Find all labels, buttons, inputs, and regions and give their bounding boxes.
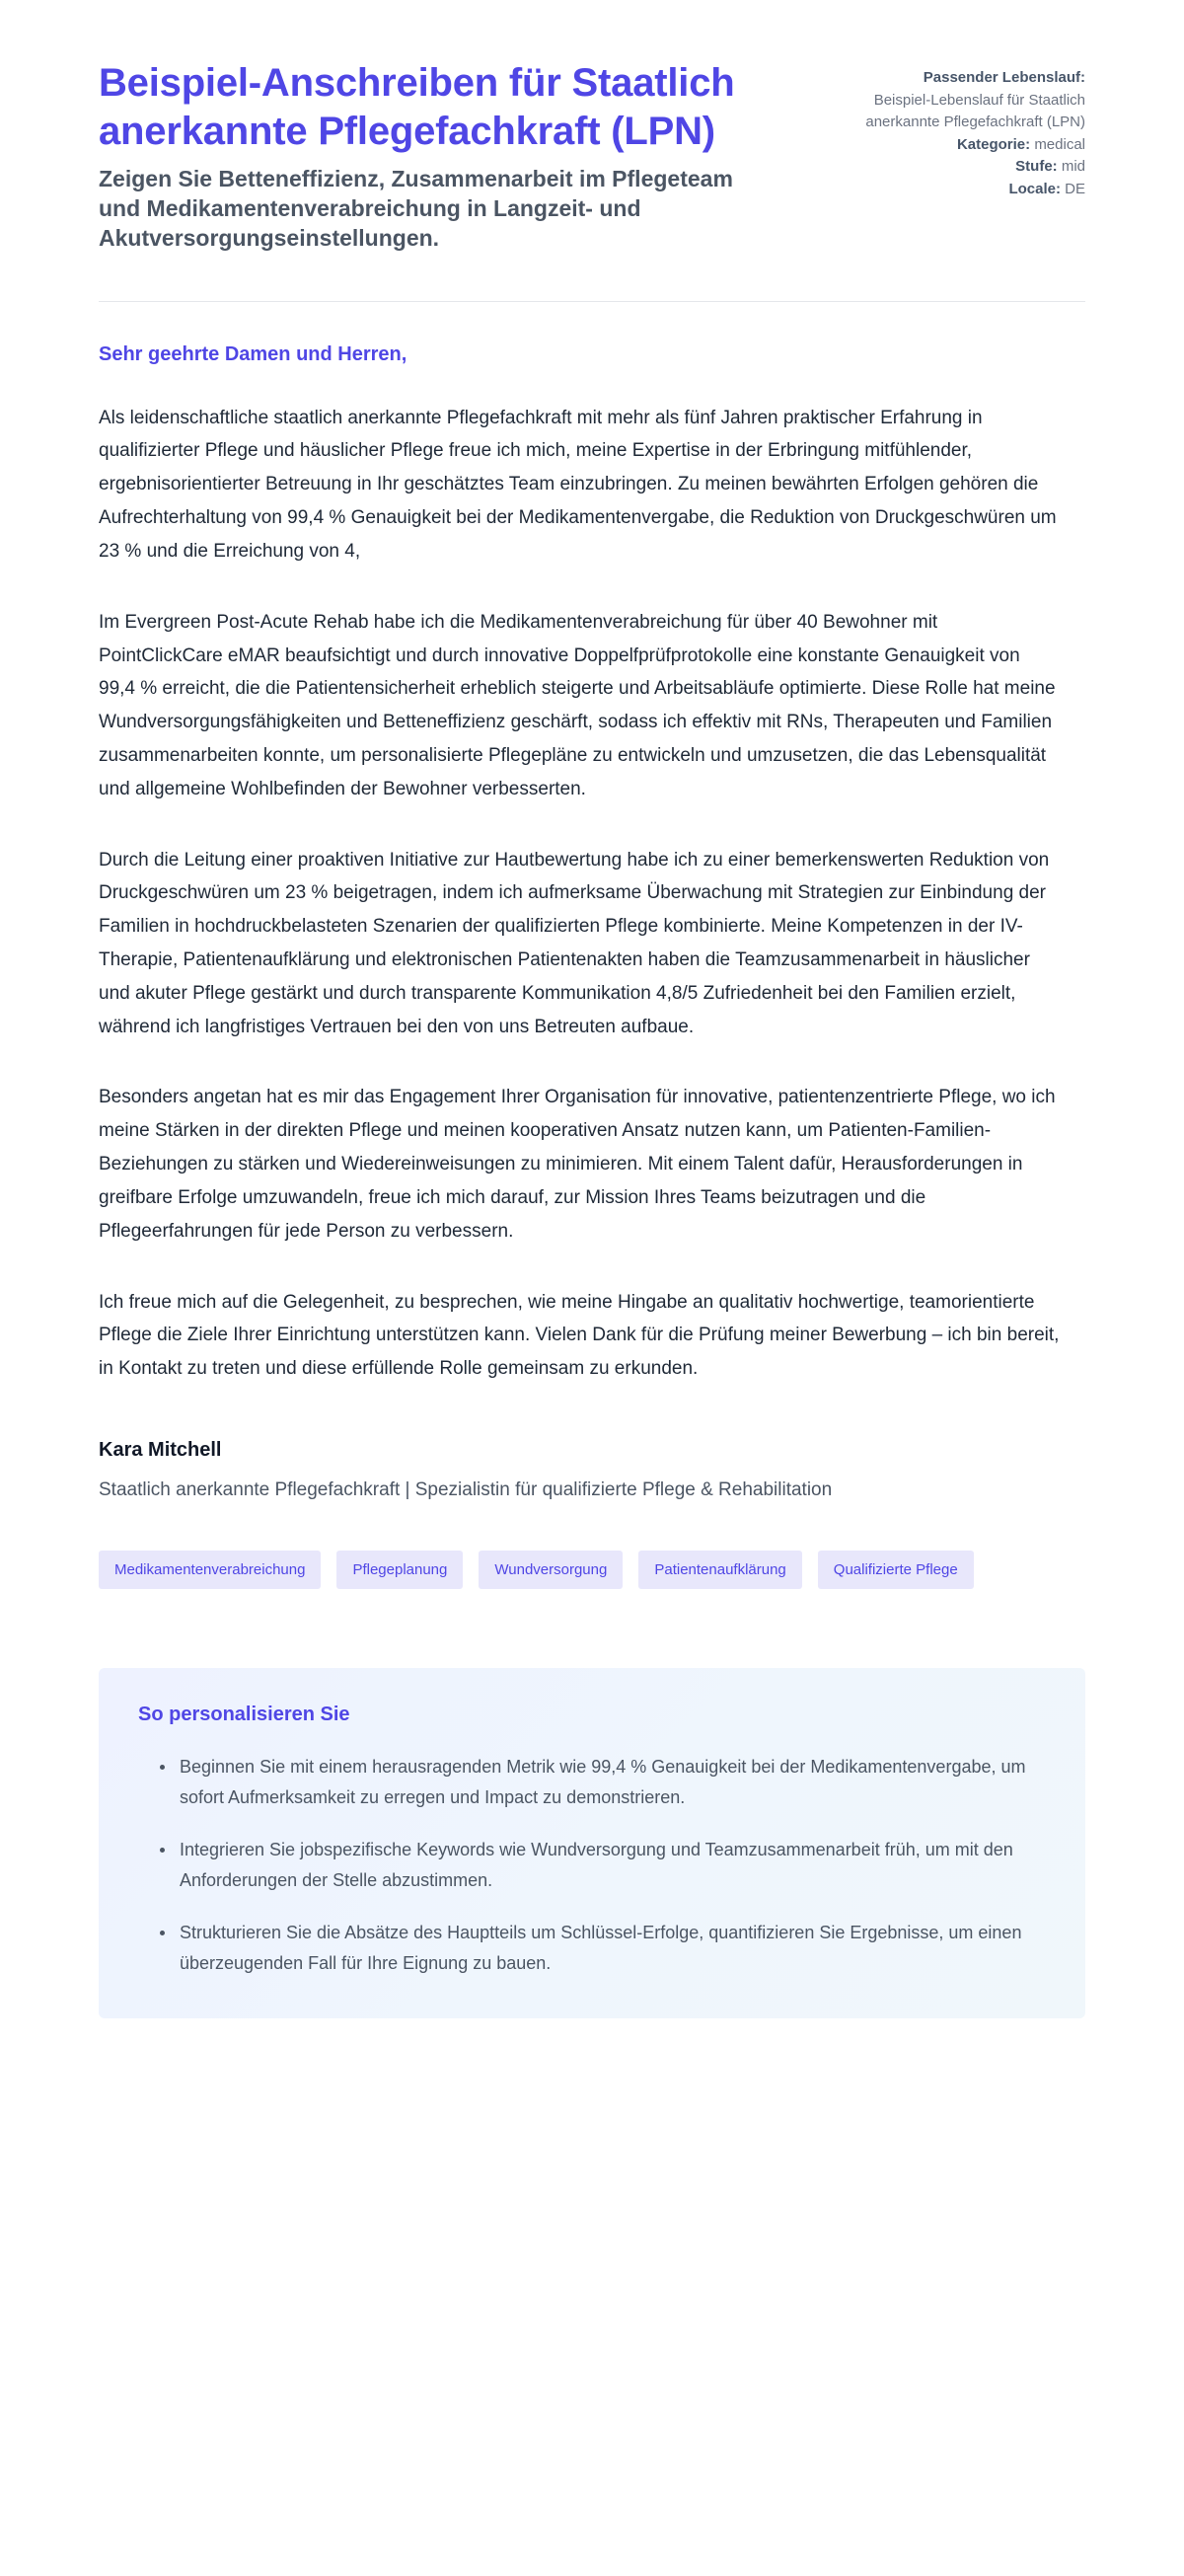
cover-letter-body bbox=[99, 302, 1085, 1501]
meta-level-value: mid bbox=[1061, 158, 1085, 175]
meta-matching-resume-value: Beispiel-Lebenslauf für Staatlich anerkannte Pflegefachkraft (LPN) bbox=[865, 91, 1085, 130]
page-header bbox=[99, 59, 1085, 254]
document-meta bbox=[819, 59, 1085, 200]
meta-matching-resume bbox=[819, 67, 1085, 134]
page-subtitle: Zeigen Sie Betteneffizienz, Zusammenarbeit im Pflegeteam und Medikamentenverabreichung in Langzeit- und Akutversorgungseinstellungen. bbox=[99, 165, 733, 252]
meta-matching-resume-label: Passender Lebenslauf: bbox=[923, 69, 1085, 86]
meta-category-label: Kategorie: bbox=[956, 135, 1031, 153]
letter-paragraph: Durch die Leitung einer proaktiven Initiative zur Hautbewertung habe ich zu einer bemerkenswerten Reduktion von Druckgeschwüren um 23 % beigetragen, indem ich aufmerksame Überwachung mit Strategien zur Einbindung der Familien in hochdruckbelasteten Szenarien der qualifizierten Pflege kombinierte. Meine Kompetenzen in der IV-Therapie, Patientenaufklärung und elektronischen Patientenakten haben die Teamzusammenarbeit in häuslicher und akuter Pflege gestärkt und durch transparente Kommunikation 4,8/5 Zufriedenheit bei den Familien erzielt, während ich langfristiges Vertrauen bei den von uns Betreuten aufbaue. bbox=[99, 849, 1050, 1037]
meta-level bbox=[819, 156, 1085, 179]
tips-list-item: Beginnen Sie mit einem herausragenden Metrik wie 99,4 % Genauigkeit bei der Medikamentenvergabe, um sofort Aufmerksamkeit zu erregen und Impact zu demonstrieren. bbox=[160, 1752, 1046, 1813]
signature-block bbox=[99, 1439, 1085, 1501]
meta-locale-value: DE bbox=[1065, 180, 1085, 197]
letter-paragraph: Ich freue mich auf die Gelegenheit, zu besprechen, wie meine Hingabe an qualitativ hochwertige, teamorientierte Pflege die Ziele Ihrer Einrichtung unterstützen kann. Vielen Dank für die Prüfung meiner Bewerbung – ich bin bereit, in Kontakt zu treten und diese erfüllende Rolle gemeinsam zu erkunden. bbox=[99, 1291, 1060, 1380]
meta-level-label: Stufe: bbox=[1015, 158, 1058, 175]
personalization-tips-panel bbox=[99, 1668, 1085, 2018]
tips-list bbox=[138, 1752, 1046, 1979]
skill-tag[interactable]: Pflegeplanung bbox=[336, 1551, 463, 1589]
tips-title: So personalisieren Sie bbox=[138, 1703, 350, 1725]
tips-list-item: Strukturieren Sie die Absätze des Hauptteils um Schlüssel-Erfolge, quantifizieren Sie Ergebnisse, um einen überzeugenden Fall für Ihre Eignung zu bauen. bbox=[160, 1918, 1046, 1979]
meta-category-value: medical bbox=[1034, 135, 1085, 153]
salutation: Sehr geehrte Damen und Herren, bbox=[99, 342, 407, 365]
skill-tag[interactable]: Wundversorgung bbox=[479, 1551, 623, 1589]
signature-role: Staatlich anerkannte Pflegefachkraft | Spezialistin für qualifizierte Pflege & Rehabilitation bbox=[99, 1478, 833, 1500]
letter-paragraph: Als leidenschaftliche staatlich anerkannte Pflegefachkraft mit mehr als fünf Jahren praktischer Erfahrung in qualifizierter Pflege und häuslicher Pflege freue ich mich, meine Expertise in der Erbringung mitfühlender, ergebnisorientierter Betreuung in Ihr geschätztes Team einzubringen. Zu meinen bewährten Erfolgen gehören die Aufrechterhaltung von 99,4 % Genauigkeit bei der Medikamentenvergabe, die Reduktion von Druckgeschwüren um 23 % und die Erreichung von 4, bbox=[99, 407, 1057, 562]
skill-tag[interactable]: Qualifizierte Pflege bbox=[818, 1551, 974, 1589]
skill-tag[interactable]: Patientenaufklärung bbox=[638, 1551, 801, 1589]
meta-locale-label: Locale: bbox=[1008, 180, 1061, 197]
skill-tag[interactable]: Medikamentenverabreichung bbox=[99, 1551, 321, 1589]
letter-paragraph: Besonders angetan hat es mir das Engagement Ihrer Organisation für innovative, patientenzentrierte Pflege, wo ich meine Stärken in der direkten Pflege und meinen kooperativen Ansatz nutzen kann, um Patienten-Familien-Beziehungen zu stärken und Wiedereinweisungen zu minimieren. Mit einem Talent dafür, Herausforderungen in greifbare Erfolge umzuwandeln, freue ich mich darauf, zur Mission Ihres Teams beizutragen und die Pflegeerfahrungen für jede Person zu verbessern. bbox=[99, 1087, 1056, 1242]
signature-name: Kara Mitchell bbox=[99, 1438, 222, 1461]
header-text-block bbox=[99, 59, 779, 254]
meta-locale bbox=[819, 179, 1085, 201]
skill-tag-list bbox=[99, 1551, 1036, 1589]
tips-list-item: Integrieren Sie jobspezifische Keywords wie Wundversorgung und Teamzusammenarbeit früh, um mit den Anforderungen der Stelle abzustimmen. bbox=[160, 1835, 1046, 1896]
letter-paragraph: Im Evergreen Post-Acute Rehab habe ich die Medikamentenverabreichung für über 40 Bewohner mit PointClickCare eMAR beaufsichtigt und durch innovative Doppelfprüfprotokolle eine konstante Genauigkeit von 99,4 % erreicht, die die Patientensicherheit erheblich steigerte und Arbeitsabläufe optimierte. Diese Rolle hat meine Wundversorgungsfähigkeiten und Betteneffizienz geschärft, sodass ich effektiv mit RNs, Therapeuten und Familien zusammenarbeiten konnte, um personalisierte Pflegepläne zu entwickeln und umzusetzen, die das Lebensqualität und allgemeine Wohlbefinden der Bewohner verbesserten. bbox=[99, 611, 1056, 799]
page-title: Beispiel-Anschreiben für Staatlich anerkannte Pflegefachkraft (LPN) bbox=[99, 61, 735, 153]
meta-category bbox=[819, 134, 1085, 157]
